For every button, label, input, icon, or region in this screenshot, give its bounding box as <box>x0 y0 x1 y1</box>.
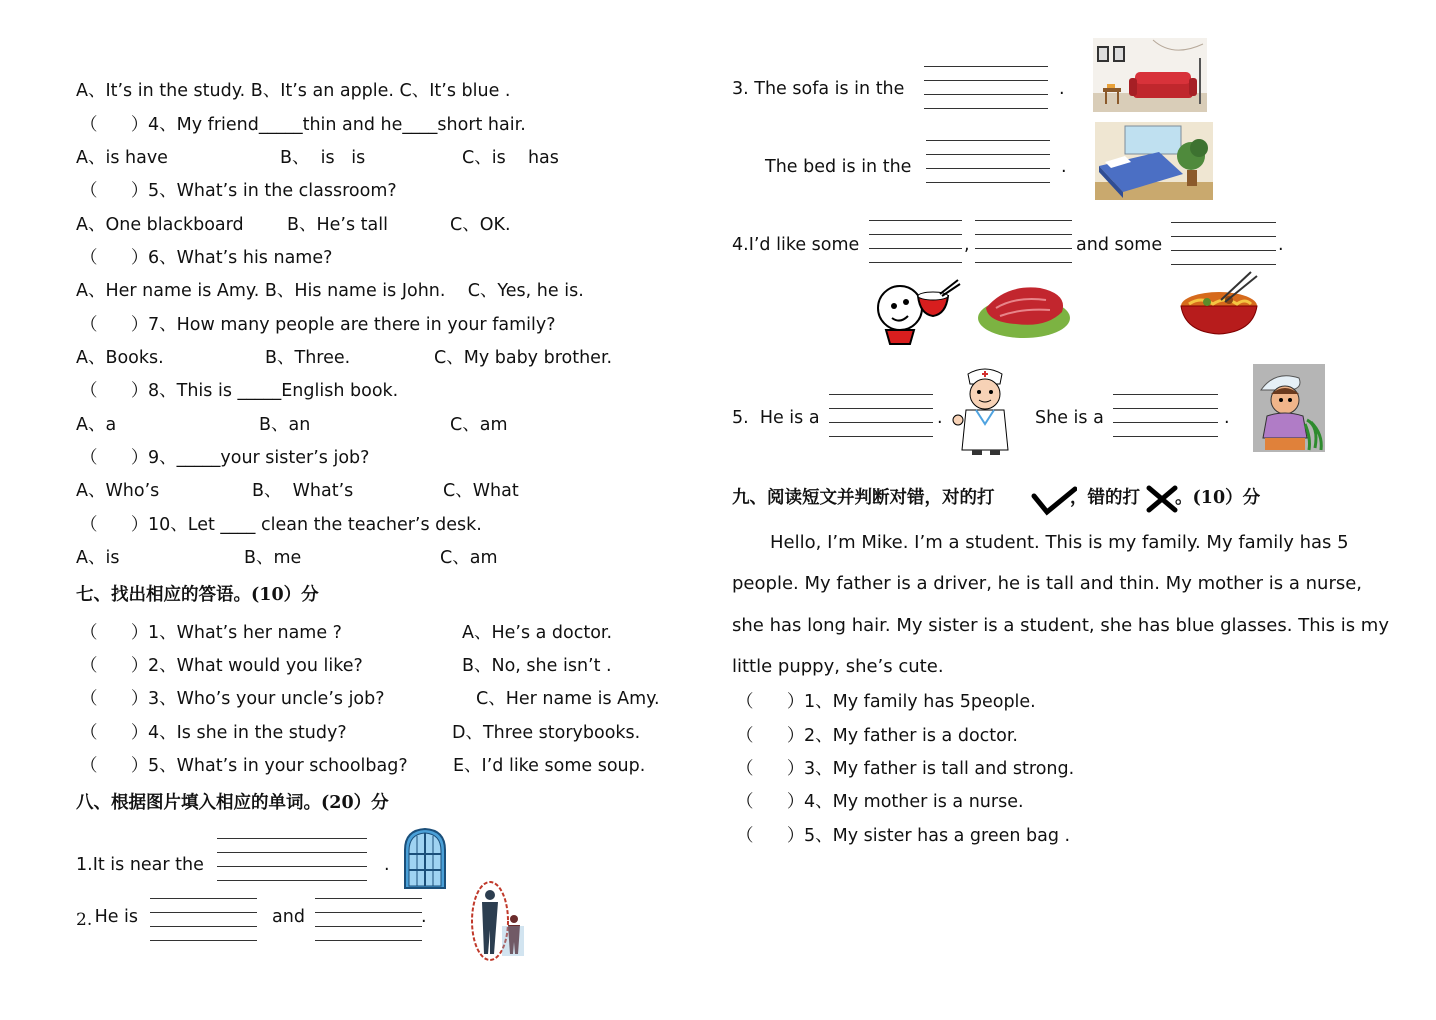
judge-item: 4、My mother is a nurse. <box>804 792 1024 812</box>
match-question: 3、Who’s your uncle’s job? <box>148 689 385 709</box>
option-a: A、One blackboard <box>76 215 244 235</box>
fill-blank[interactable] <box>829 394 933 438</box>
section-7-title: 七、找出相应的答语。(10）分 <box>76 585 319 605</box>
option-b: B、Three. <box>265 348 351 368</box>
fill-blank[interactable] <box>315 898 422 942</box>
question-6: 6、What’s his name? <box>148 248 333 268</box>
q3-options: A、It’s in the study. B、It’s an apple. C、It’s blue . <box>76 81 511 101</box>
option-c: C、is has <box>462 148 559 168</box>
answer-paren[interactable]: （ ） <box>736 826 805 846</box>
period: . <box>384 855 390 875</box>
period: . <box>937 408 943 428</box>
sentence-3-sofa: 3. The sofa is in the <box>732 79 905 99</box>
answer-paren[interactable]: （ ） <box>80 315 149 335</box>
answer-paren[interactable]: （ ） <box>80 515 149 535</box>
option-c: C、What <box>443 481 519 501</box>
bedroom-bed-icon <box>1095 122 1213 200</box>
option-a: A、a <box>76 415 117 435</box>
period: . <box>1059 79 1065 99</box>
judge-item: 5、My sister has a green bag . <box>804 826 1071 846</box>
match-question: 2、What would you like? <box>148 656 363 676</box>
fill-blank[interactable] <box>869 220 962 264</box>
passage-line: people. My father is a driver, he is tall and thin. My mother is a nurse, <box>732 573 1363 594</box>
period: . <box>1278 235 1284 255</box>
question-9: 9、_____your sister’s job? <box>148 448 370 468</box>
match-question: 4、Is she in the study? <box>148 723 347 743</box>
match-answer: B、No, she isn’t . <box>462 656 612 676</box>
match-answer: C、Her name is Amy. <box>476 689 660 709</box>
and-word: and <box>272 907 305 927</box>
match-question: 1、What’s her name ? <box>148 623 342 643</box>
answer-paren[interactable]: （ ） <box>80 656 149 676</box>
fill-blank[interactable] <box>1113 394 1218 438</box>
passage-line: Hello, I’m Mike. I’m a student. This is my family. My family has 5 <box>770 532 1349 553</box>
doctor-cartoon-icon <box>952 364 1018 456</box>
option-c: C、am <box>440 548 498 568</box>
match-answer: E、I’d like some soup. <box>453 756 646 776</box>
section-9-title-a: 九、阅读短文并判断对错，对的打 <box>732 488 995 508</box>
answer-paren[interactable]: （ ） <box>80 248 149 268</box>
answer-paren[interactable]: （ ） <box>80 623 149 643</box>
question-5: 5、What’s in the classroom? <box>148 181 397 201</box>
period: . <box>421 907 427 927</box>
question-10: 10、Let ____ clean the teacher’s desk. <box>148 515 482 535</box>
window-icon <box>399 826 451 890</box>
sentence-4-prefix: 4.I’d like some <box>732 235 860 255</box>
fill-blank[interactable] <box>926 140 1050 184</box>
answer-paren[interactable]: （ ） <box>80 756 149 776</box>
option-c: C、OK. <box>450 215 511 235</box>
judge-item: 3、My father is tall and strong. <box>804 759 1075 779</box>
farmer-cartoon-icon <box>1253 364 1325 452</box>
option-a: A、is have <box>76 148 168 168</box>
fill-blank[interactable] <box>1171 222 1276 266</box>
match-answer: A、He’s a doctor. <box>462 623 613 643</box>
sentence-3-bed: The bed is in the <box>765 157 912 177</box>
sentence-5-he: 5. He is a <box>732 408 820 428</box>
judge-item: 1、My family has 5people. <box>804 692 1036 712</box>
option-b: B、 What’s <box>252 481 354 501</box>
period: . <box>1224 408 1230 428</box>
question-8: 8、This is _____English book. <box>148 381 399 401</box>
sentence-2-prefix: He is <box>89 907 139 927</box>
section-9-title-c: 。(10）分 <box>1175 488 1261 508</box>
passage-line: little puppy, she’s cute. <box>732 656 944 677</box>
judge-item: 2、My father is a doctor. <box>804 726 1018 746</box>
answer-paren[interactable]: （ ） <box>80 181 149 201</box>
option-a: A、Who’s <box>76 481 160 501</box>
fill-blank[interactable] <box>975 220 1072 264</box>
answer-paren[interactable]: （ ） <box>736 726 805 746</box>
question-7: 7、How many people are there in your family? <box>148 315 556 335</box>
sentence-1-prefix: 1.It is near the <box>76 855 204 875</box>
period: . <box>1061 157 1067 177</box>
option-c: C、am <box>450 415 508 435</box>
noodle-soup-icon <box>1177 270 1261 338</box>
match-question: 5、What’s in your schoolbag? <box>148 756 408 776</box>
tall-short-figures-icon <box>468 880 530 962</box>
fill-blank[interactable] <box>217 838 367 882</box>
answer-paren[interactable]: （ ） <box>80 381 149 401</box>
answer-paren[interactable]: （ ） <box>80 723 149 743</box>
q6-options: A、Her name is Amy. B、His name is John. C、Yes, he is. <box>76 281 584 301</box>
living-room-sofa-icon <box>1093 38 1207 112</box>
option-a: A、is <box>76 548 120 568</box>
question-4: 4、My friend_____thin and he____short hair. <box>148 115 526 135</box>
answer-paren[interactable]: （ ） <box>736 792 805 812</box>
sentence-5-she: She is a <box>1035 408 1104 428</box>
answer-paren[interactable]: （ ） <box>736 692 805 712</box>
fill-blank[interactable] <box>150 898 257 942</box>
option-b: B、me <box>244 548 302 568</box>
beef-meat-icon <box>976 278 1072 342</box>
section-8-title: 八、根据图片填入相应的单词。(20）分 <box>76 793 389 813</box>
passage-line: she has long hair. My sister is a student, she has blue glasses. This is my <box>732 615 1389 636</box>
comma: , <box>964 235 970 255</box>
fill-blank[interactable] <box>924 66 1048 110</box>
answer-paren[interactable]: （ ） <box>80 689 149 709</box>
rice-bowl-cartoon-icon <box>874 274 962 346</box>
sentence-2-number: 2. <box>76 910 93 930</box>
and-some: and some <box>1076 235 1163 255</box>
cross-mark-icon <box>1145 484 1179 514</box>
option-b: B、 is is <box>280 148 366 168</box>
match-answer: D、Three storybooks. <box>452 723 641 743</box>
option-b: B、an <box>259 415 311 435</box>
option-c: C、My baby brother. <box>434 348 613 368</box>
section-9-title-b: ，错的打 <box>1070 488 1140 508</box>
answer-paren[interactable]: （ ） <box>80 448 149 468</box>
option-b: B、He’s tall <box>287 215 388 235</box>
answer-paren[interactable]: （ ） <box>736 759 805 779</box>
option-a: A、Books. <box>76 348 164 368</box>
answer-paren[interactable]: （ ） <box>80 115 149 135</box>
